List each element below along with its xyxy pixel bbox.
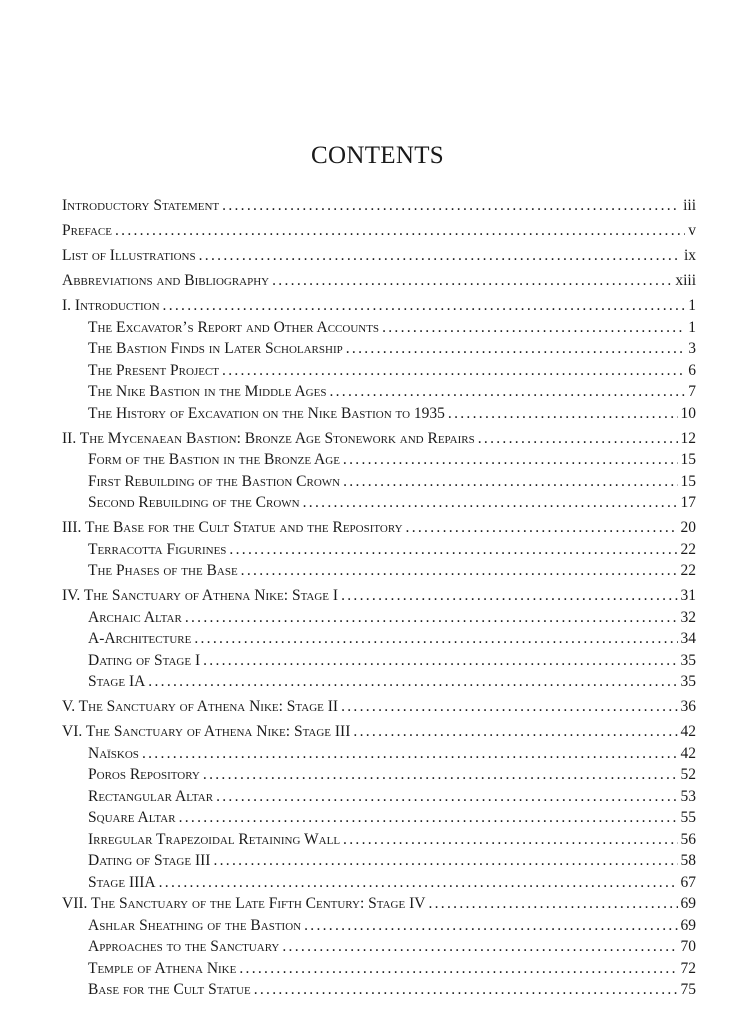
toc-page-number: 3: [688, 340, 696, 357]
dot-leader: [163, 295, 686, 317]
toc-entry-label: Archaic Altar: [88, 608, 182, 626]
dot-leader: [241, 560, 678, 582]
toc-page-number: 52: [680, 766, 696, 783]
toc-page-number: 75: [680, 981, 696, 998]
toc-entry-label: Base for the Cult Statue: [88, 981, 251, 998]
toc-entry-label: Approaches to the Sanctuary: [88, 938, 280, 955]
toc-page-number: 58: [680, 852, 696, 869]
toc-subentry: [62, 560, 696, 582]
toc-subentry: [62, 492, 696, 514]
toc-entry-label: III. The Base for the Cult Statue and the Repository: [62, 519, 403, 536]
toc-page-number: 10: [680, 404, 696, 422]
toc-subentry: [62, 743, 696, 765]
toc-subentry: [62, 381, 696, 403]
dot-leader: [341, 696, 677, 718]
dot-leader: [329, 381, 685, 403]
dot-leader: [194, 628, 677, 650]
toc-entry-label: Poros Repository: [88, 766, 200, 783]
toc-page-number: 55: [680, 809, 696, 826]
dot-leader: [159, 872, 678, 894]
dot-leader: [229, 539, 677, 561]
toc-page-number: 1: [688, 318, 696, 336]
toc-page-number: 53: [680, 787, 696, 805]
dot-leader: [406, 517, 678, 539]
toc-entry-label: The Bastion Finds in Later Scholarship: [88, 340, 343, 357]
dot-leader: [239, 958, 677, 980]
toc-subentry: [62, 807, 696, 829]
toc-page-number: 12: [680, 429, 696, 447]
toc-entry-label: The Excavator’s Report and Other Accounts: [88, 318, 380, 336]
toc-entry-label: Terracotta Figurines: [88, 540, 227, 558]
dot-leader: [203, 764, 678, 786]
toc-page-number: 31: [680, 587, 696, 604]
dot-leader: [343, 471, 677, 493]
toc-entry-label: Irregular Trapezoidal Retaining Wall: [88, 830, 341, 848]
toc-subentry: [62, 317, 696, 339]
toc-subentry: [62, 671, 696, 693]
toc-page-number: 35: [680, 673, 696, 690]
dot-leader: [142, 743, 678, 765]
toc-page-number: 67: [680, 873, 696, 891]
toc-subentry: [62, 936, 696, 958]
toc-page-number: 15: [680, 472, 696, 490]
dot-leader: [478, 428, 678, 450]
toc-subentry: [62, 360, 696, 382]
table-of-contents: [62, 195, 696, 1001]
toc-entry-label: Square Altar: [88, 809, 176, 826]
toc-subentry: [62, 915, 696, 937]
toc-entry-label: IV. The Sanctuary of Athena Nike: Stage I: [62, 587, 339, 604]
dot-leader: [346, 338, 686, 360]
dot-leader: [341, 585, 677, 607]
toc-entry-label: VI. The Sanctuary of Athena Nike: Stage III: [62, 723, 351, 740]
toc-entry-label: The Nike Bastion in the Middle Ages: [88, 383, 327, 400]
toc-subentry: [62, 338, 696, 360]
toc-page-number: iii: [683, 197, 696, 214]
toc-entry: [62, 295, 696, 317]
toc-page-number: 34: [680, 630, 696, 647]
toc-page-number: 20: [680, 519, 696, 536]
dot-leader: [448, 403, 678, 425]
page-title: CONTENTS: [311, 142, 444, 169]
dot-leader: [185, 607, 678, 629]
toc-entry-label: VII. The Sanctuary of the Late Fifth Century: Stage IV: [62, 895, 426, 912]
toc-entry: [62, 428, 696, 450]
toc-entry-label: A-Architecture: [88, 630, 192, 647]
toc-entry: [62, 245, 696, 267]
toc-entry: [62, 585, 696, 607]
toc-subentry: [62, 650, 696, 672]
toc-subentry: [62, 403, 696, 425]
toc-page-number: 42: [680, 723, 696, 740]
dot-leader: [282, 936, 677, 958]
dot-leader: [254, 979, 678, 1001]
toc-entry-label: The Phases of the Base: [88, 562, 238, 579]
toc-entry-label: Stage IA: [88, 673, 146, 690]
toc-entry: [62, 893, 696, 915]
dot-leader: [343, 449, 678, 471]
toc-page-number: 69: [680, 895, 696, 912]
toc-entry-label: Naïskos: [88, 744, 139, 762]
toc-entry-label: Second Rebuilding of the Crown: [88, 494, 300, 511]
dot-leader: [303, 492, 678, 514]
toc-entry-label: The History of Excavation on the Nike Bastion to 1935: [88, 404, 445, 422]
toc-entry: [62, 195, 696, 217]
toc-subentry: [62, 628, 696, 650]
toc-page-number: 56: [680, 830, 696, 848]
toc-entry-label: First Rebuilding of the Bastion Crown: [88, 472, 341, 490]
toc-subentry: [62, 764, 696, 786]
toc-entry-label: Rectangular Altar: [88, 787, 214, 805]
toc-entry-label: Ashlar Sheathing of the Bastion: [88, 916, 302, 934]
toc-entry: [62, 721, 696, 743]
toc-subentry: [62, 539, 696, 561]
toc-entry: [62, 696, 696, 718]
toc-page-number: xiii: [675, 272, 696, 289]
toc-page-number: 15: [680, 451, 696, 468]
toc-subentry: [62, 607, 696, 629]
toc-page-number: 35: [680, 651, 696, 669]
toc-page-number: 42: [680, 744, 696, 762]
toc-subentry: [62, 979, 696, 1001]
toc-subentry: [62, 449, 696, 471]
toc-entry: [62, 517, 696, 539]
dot-leader: [148, 671, 677, 693]
toc-subentry: [62, 471, 696, 493]
dot-leader: [203, 650, 677, 672]
toc-page-number: 22: [680, 540, 696, 558]
toc-entry-label: Dating of Stage III: [88, 852, 211, 869]
dot-leader: [199, 245, 681, 267]
toc-page-number: 36: [680, 698, 696, 715]
toc-entry-label: Form of the Bastion in the Bronze Age: [88, 451, 340, 468]
toc-subentry: [62, 829, 696, 851]
toc-page-number: ix: [683, 247, 696, 264]
toc-entry-label: I. Introduction: [62, 297, 160, 314]
dot-leader: [428, 893, 677, 915]
toc-page-number: 1: [688, 297, 696, 314]
toc-entry-label: Abbreviations and Bibliography: [62, 272, 270, 289]
toc-entry-label: The Present Project: [88, 361, 220, 379]
toc-page-number: 22: [680, 562, 696, 579]
dot-leader: [343, 829, 677, 851]
toc-subentry: [62, 872, 696, 894]
toc-subentry: [62, 958, 696, 980]
dot-leader: [304, 915, 677, 937]
dot-leader: [272, 270, 672, 292]
toc-entry: [62, 270, 696, 292]
toc-page-number: 17: [680, 494, 696, 511]
dot-leader: [382, 317, 685, 339]
dot-leader: [222, 195, 680, 217]
toc-page-number: 70: [680, 938, 696, 955]
toc-page-number: 32: [680, 608, 696, 626]
toc-entry-label: Stage IIIA: [88, 873, 156, 891]
toc-page-number: v: [688, 222, 696, 239]
dot-leader: [115, 220, 685, 242]
toc-entry-label: List of Illustrations: [62, 247, 196, 264]
toc-entry-label: Temple of Athena Nike: [88, 959, 237, 977]
toc-page-number: 69: [680, 916, 696, 934]
toc-entry-label: II. The Mycenaean Bastion: Bronze Age Stonework and Repairs: [62, 429, 475, 447]
toc-entry-label: Introductory Statement: [62, 197, 220, 214]
toc-subentry: [62, 786, 696, 808]
toc-subentry: [62, 850, 696, 872]
toc-entry-label: Dating of Stage I: [88, 651, 201, 669]
toc-entry: [62, 220, 696, 242]
dot-leader: [222, 360, 685, 382]
toc-page-number: 6: [688, 361, 696, 379]
dot-leader: [213, 850, 677, 872]
toc-entry-label: V. The Sanctuary of Athena Nike: Stage II: [62, 698, 339, 715]
toc-page-number: 7: [688, 383, 696, 400]
dot-leader: [216, 786, 677, 808]
dot-leader: [179, 807, 678, 829]
toc-entry-label: Preface: [62, 222, 112, 239]
dot-leader: [353, 721, 677, 743]
toc-page-number: 72: [680, 959, 696, 977]
